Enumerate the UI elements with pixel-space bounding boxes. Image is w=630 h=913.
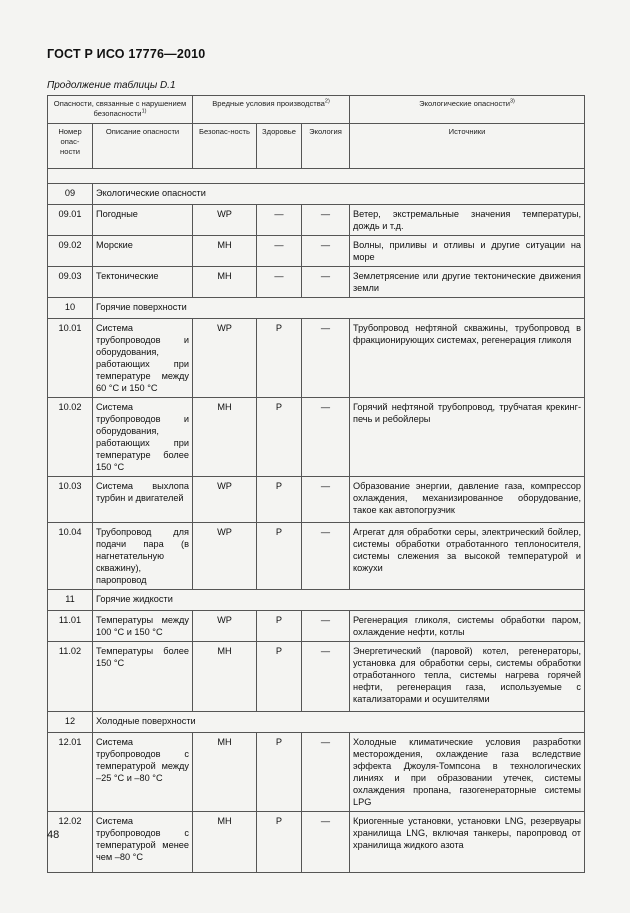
health-code: — xyxy=(257,205,302,236)
hazard-sources: Энергетический (паровой) котел, регенераторы, установка для обработки серы, системы обработки отработанного тепла, системы нагрева горячей нефти, регенерация газа, используемые с катализаторами и осушителями xyxy=(350,642,585,712)
hazard-sources: Горячий нефтяной трубопровод, трубчатая крекинг-печь и ребойлеры xyxy=(350,398,585,477)
ecology-code: — xyxy=(302,477,350,523)
health-code: P xyxy=(257,477,302,523)
ecology-code: — xyxy=(302,319,350,398)
hazard-description: Трубопровод для подачи пара (в нагнетательную скважину), паропровод xyxy=(93,523,193,590)
hazard-sources: Холодные климатические условия разработки месторождения, охлаждение газа вследствие эффекта Джоуля-Томпсона в технологических линиях и при образовании утечек, системы охлаждения пропана, газогенераторные системы LPG xyxy=(350,733,585,812)
safety-code: WP xyxy=(193,523,257,590)
section-code: 11 xyxy=(48,590,93,611)
header-sources: Источники xyxy=(350,124,585,169)
safety-code: WP xyxy=(193,477,257,523)
safety-code: MH xyxy=(193,642,257,712)
section-title: Холодные поверхности xyxy=(93,712,585,733)
section-code: 12 xyxy=(48,712,93,733)
ecology-code: — xyxy=(302,812,350,873)
hazard-number: 10.02 xyxy=(48,398,93,477)
hazard-description: Система трубопроводов с температурой менее чем –80 °С xyxy=(93,812,193,873)
section-row xyxy=(48,298,585,319)
safety-code: WP xyxy=(193,611,257,642)
hazard-description: Система трубопроводов и оборудования, работающих при температуре более 150 °С xyxy=(93,398,193,477)
hazard-number: 12.01 xyxy=(48,733,93,812)
ecology-code: — xyxy=(302,523,350,590)
table-caption: Продолжение таблицы D.1 xyxy=(47,80,176,91)
section-title: Горячие жидкости xyxy=(93,590,585,611)
health-code: P xyxy=(257,523,302,590)
hazard-sources: Землетрясение или другие тектонические движения земли xyxy=(350,267,585,298)
section-title: Горячие поверхности xyxy=(93,298,585,319)
hazard-number: 11.01 xyxy=(48,611,93,642)
hazard-description: Система трубопроводов и оборудования, работающих при температуре между 60 °С и 150 °С xyxy=(93,319,193,398)
header-row-groups xyxy=(48,96,585,124)
safety-code: MH xyxy=(193,812,257,873)
header-group-harmful: Вредные условия производства$^{2)}$ xyxy=(193,96,350,124)
header-description: Описание опасности xyxy=(93,124,193,169)
document-title: ГОСТ Р ИСО 17776—2010 xyxy=(47,47,206,61)
hazard-table xyxy=(47,95,585,873)
hazard-sources: Трубопровод нефтяной скважины, трубопровод в фракционирующих системах, регенерация гликоля xyxy=(350,319,585,398)
ecology-code: — xyxy=(302,398,350,477)
hazard-description: Система трубопроводов с температурой между –25 °С и –80 °С xyxy=(93,733,193,812)
ecology-code: — xyxy=(302,267,350,298)
section-title: Экологические опасности xyxy=(93,184,585,205)
health-code: P xyxy=(257,812,302,873)
section-row xyxy=(48,712,585,733)
table-row xyxy=(48,398,585,477)
hazard-description: Система выхлопа турбин и двигателей xyxy=(93,477,193,523)
hazard-sources: Образование энергии, давление газа, компрессор охлаждения, механизированное оборудование, такое как автопогрузчик xyxy=(350,477,585,523)
hazard-number: 10.03 xyxy=(48,477,93,523)
header-group-eco: Экологические опасности$^{3)}$ xyxy=(350,96,585,124)
hazard-sources: Волны, приливы и отливы и другие ситуации на море xyxy=(350,236,585,267)
health-code: P xyxy=(257,733,302,812)
safety-code: MH xyxy=(193,398,257,477)
ecology-code: — xyxy=(302,236,350,267)
hazard-description: Погодные xyxy=(93,205,193,236)
header-row-columns xyxy=(48,124,585,169)
hazard-number: 09.02 xyxy=(48,236,93,267)
hazard-description: Тектонические xyxy=(93,267,193,298)
table-row xyxy=(48,523,585,590)
header-number: Номер опас-ности xyxy=(48,124,93,169)
table-row xyxy=(48,319,585,398)
ecology-code: — xyxy=(302,642,350,712)
table-row xyxy=(48,477,585,523)
ecology-code: — xyxy=(302,611,350,642)
health-code: — xyxy=(257,236,302,267)
section-code: 10 xyxy=(48,298,93,319)
header-health: Здоровье xyxy=(257,124,302,169)
ecology-code: — xyxy=(302,205,350,236)
table-row xyxy=(48,205,585,236)
health-code: — xyxy=(257,267,302,298)
hazard-sources: Агрегат для обработки серы, электрический бойлер, системы обработки отработанного теплоносителя, системы слежения за высокой температурой и кожухи xyxy=(350,523,585,590)
hazard-description: Температуры между 100 °С и 150 °С xyxy=(93,611,193,642)
section-code: 09 xyxy=(48,184,93,205)
safety-code: WP xyxy=(193,319,257,398)
hazard-description: Морские xyxy=(93,236,193,267)
hazard-number: 10.01 xyxy=(48,319,93,398)
spacer-row xyxy=(48,169,585,184)
hazard-description: Температуры более 150 °С xyxy=(93,642,193,712)
section-row xyxy=(48,184,585,205)
hazard-number: 09.03 xyxy=(48,267,93,298)
header-group-safety: Опасности, связанные с нарушением безопасности$^{1)}$ xyxy=(48,96,193,124)
table-row xyxy=(48,733,585,812)
safety-code: MH xyxy=(193,267,257,298)
table-row xyxy=(48,267,585,298)
table-row xyxy=(48,642,585,712)
header-safety: Безопас-ность xyxy=(193,124,257,169)
hazard-sources: Криогенные установки, установки LNG, резервуары хранилища LNG, включая танкеры, паропровод от хранилища жидкого азота xyxy=(350,812,585,873)
table-row xyxy=(48,236,585,267)
health-code: P xyxy=(257,398,302,477)
table-body xyxy=(48,169,585,873)
section-row xyxy=(48,590,585,611)
safety-code: MH xyxy=(193,236,257,267)
table-row xyxy=(48,611,585,642)
page-number: 48 xyxy=(47,829,60,841)
ecology-code: — xyxy=(302,733,350,812)
hazard-number: 09.01 xyxy=(48,205,93,236)
safety-code: MH xyxy=(193,733,257,812)
health-code: P xyxy=(257,642,302,712)
hazard-number: 12.02 xyxy=(48,812,93,873)
safety-code: WP xyxy=(193,205,257,236)
table-row xyxy=(48,812,585,873)
hazard-number: 10.04 xyxy=(48,523,93,590)
hazard-sources: Регенерация гликоля, системы обработки паром, охлаждение нефти, котлы xyxy=(350,611,585,642)
health-code: P xyxy=(257,319,302,398)
header-ecology: Экология xyxy=(302,124,350,169)
hazard-sources: Ветер, экстремальные значения температуры, дождь и т.д. xyxy=(350,205,585,236)
hazard-number: 11.02 xyxy=(48,642,93,712)
health-code: P xyxy=(257,611,302,642)
